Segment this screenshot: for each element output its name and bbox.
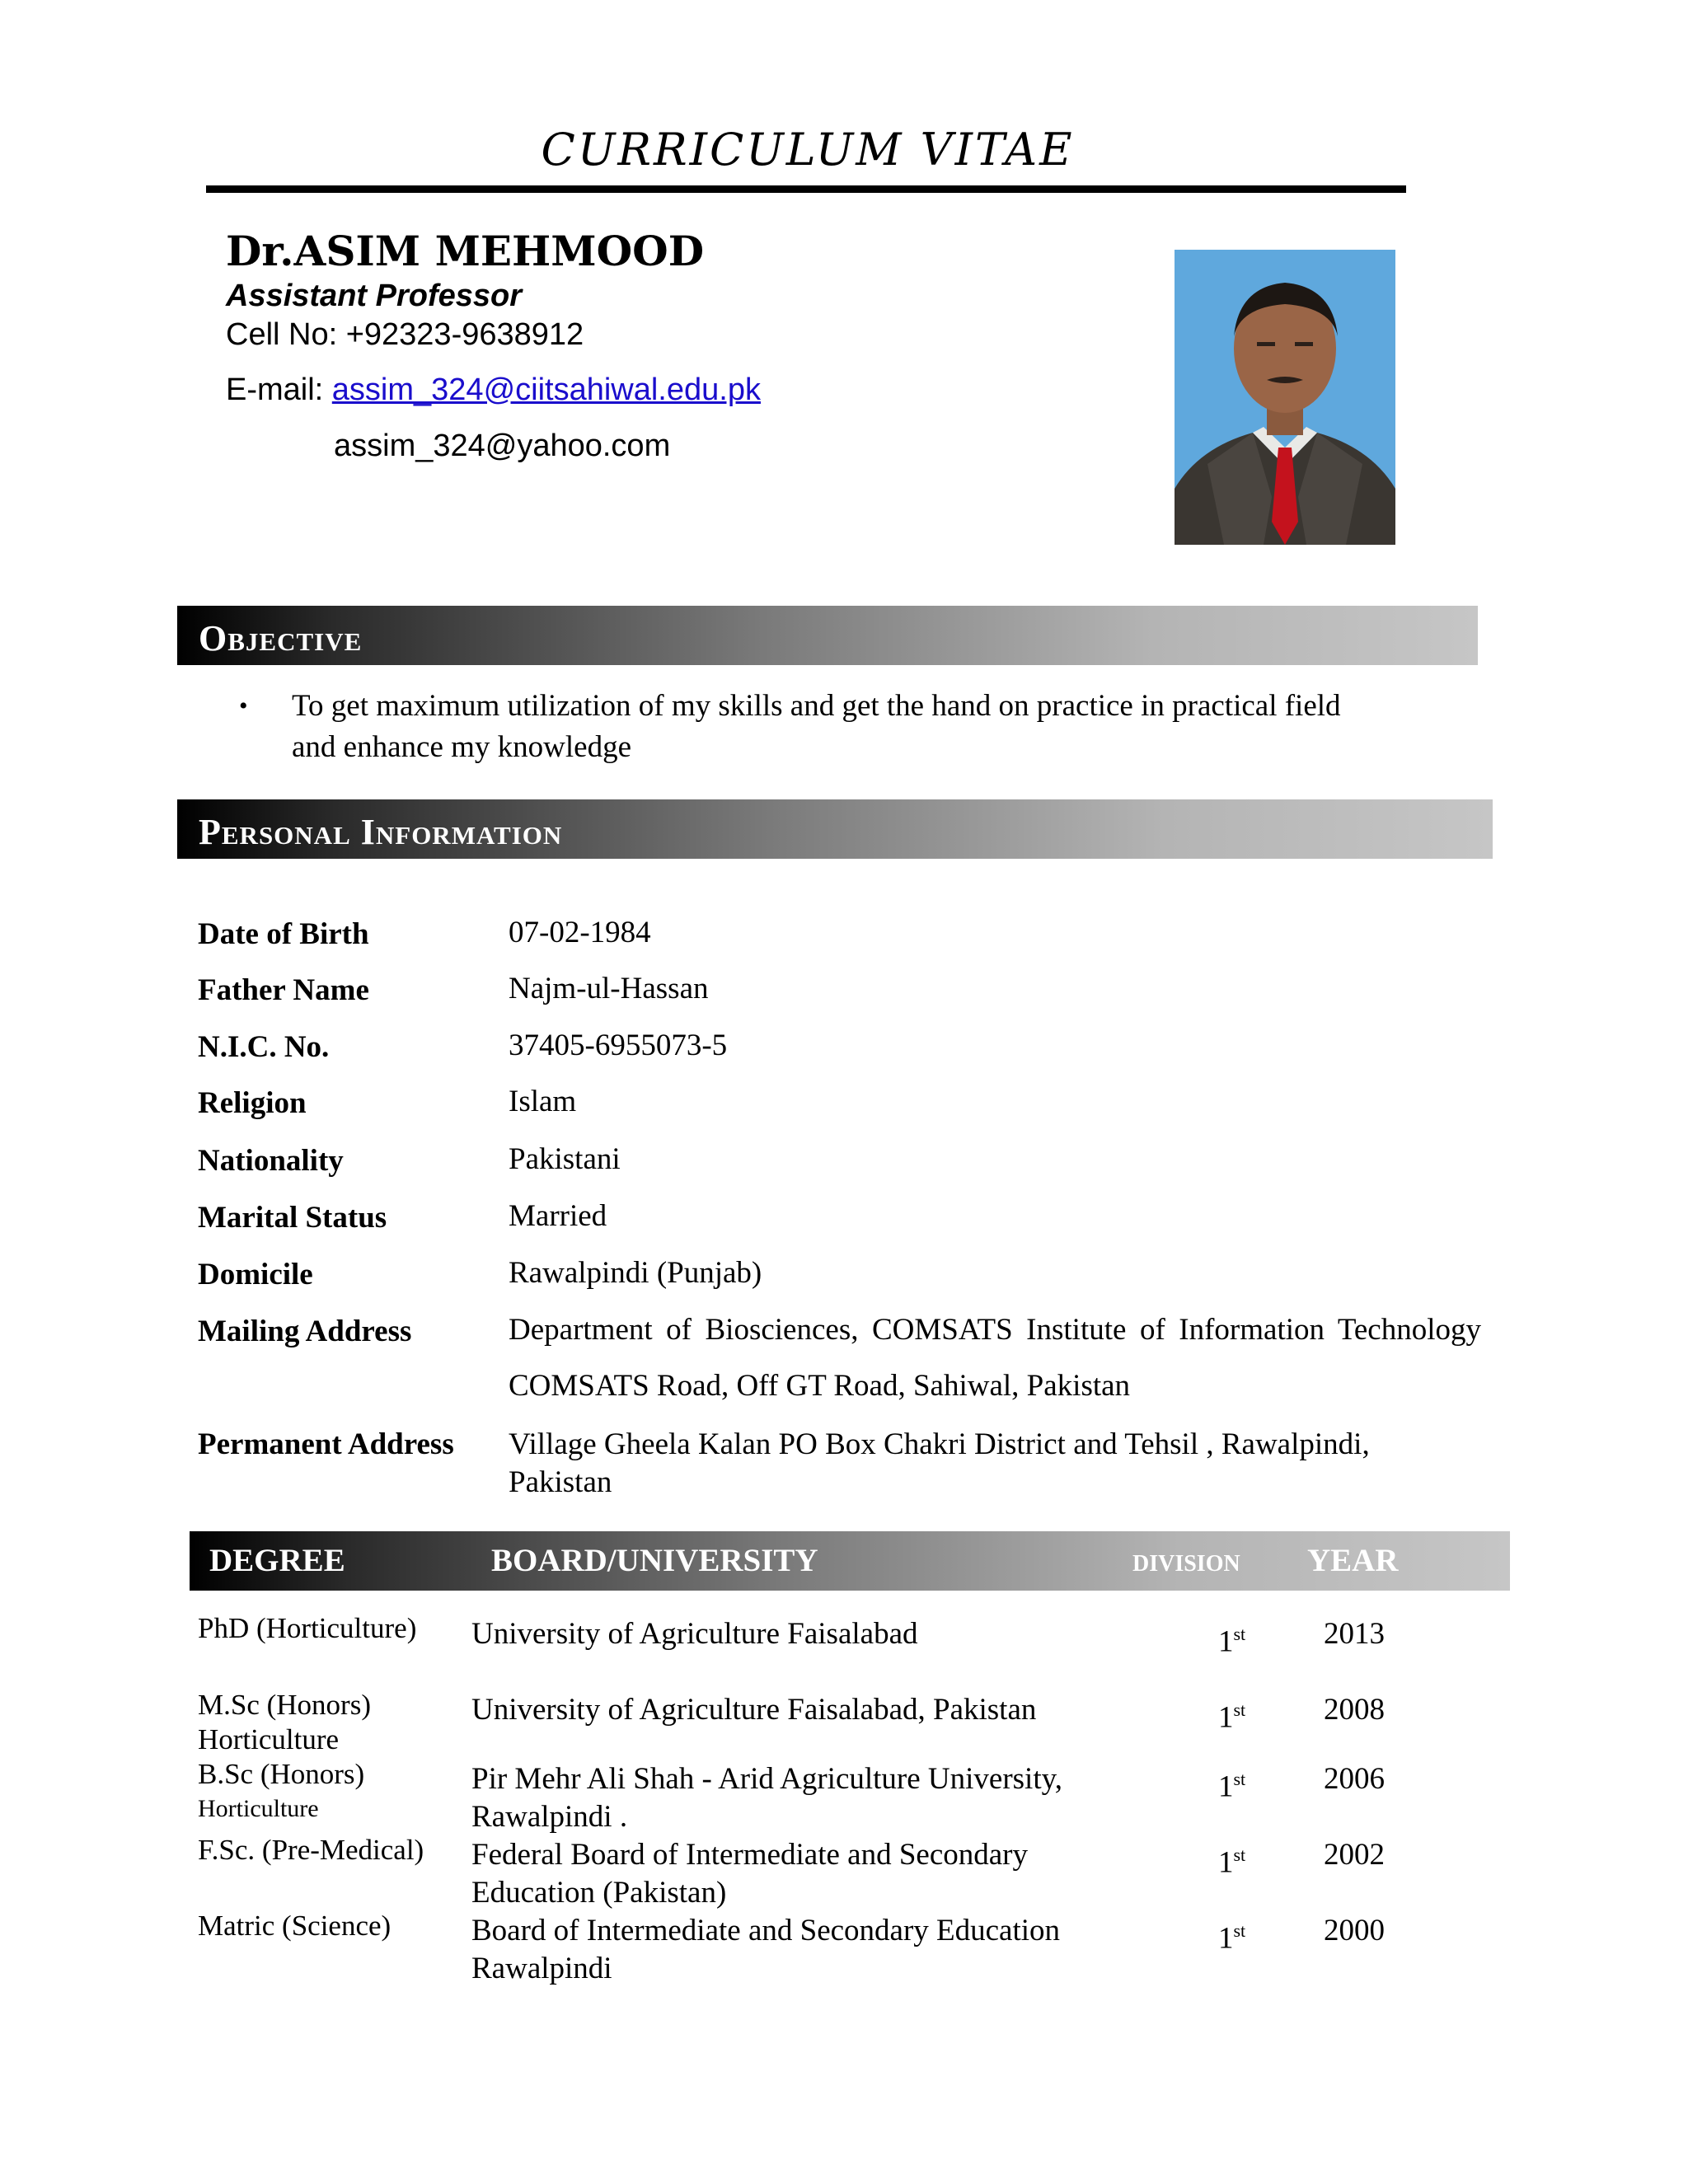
info-value: Rawalpindi (Punjab) <box>509 1256 762 1290</box>
info-label: Father Name <box>198 973 369 1007</box>
email-secondary: assim_324@yahoo.com <box>334 429 671 463</box>
profile-photo <box>1175 250 1395 545</box>
degree-subject: Horticulture <box>198 1795 319 1822</box>
degree-cell <box>198 1611 470 1646</box>
info-value: Department of Biosciences, COMSATS Institute of Information Technology COMSATS Road, Off GT Road, Sahiwal, Pakistan <box>509 1313 1481 1403</box>
degree-name: M.Sc (Honors) <box>198 1689 371 1721</box>
info-value: Najm-ul-Hassan <box>509 972 709 1005</box>
degree-name: F.Sc. (Pre-Medical) <box>198 1834 424 1866</box>
division-suffix: st <box>1233 1699 1246 1720</box>
board-column-header: BOARD/UNIVERSITY <box>491 1543 818 1578</box>
division-value: 1 <box>1218 1700 1234 1735</box>
info-label: Marital Status <box>198 1201 387 1235</box>
division-suffix: st <box>1233 1769 1246 1789</box>
division-value: 1 <box>1218 1769 1234 1804</box>
info-value: 07-02-1984 <box>509 916 651 949</box>
division-cell <box>1218 1615 1276 1661</box>
personal-info-title: Personal Information <box>199 812 563 852</box>
email-line <box>226 373 761 408</box>
objective-text: To get maximum utilization of my skills and get the hand on practice in practical field and enhance my knowledge <box>292 689 1341 764</box>
degree-name: B.Sc (Honors) <box>198 1758 365 1790</box>
year-cell: 2008 <box>1324 1693 1385 1727</box>
year-cell: 2000 <box>1324 1914 1385 1947</box>
cell-number: Cell No: +92323-9638912 <box>226 317 584 352</box>
person-name: Dr.ASIM MEHMOOD <box>226 227 705 275</box>
division-value: 1 <box>1218 1921 1234 1956</box>
year-column-header: YEAR <box>1307 1543 1399 1578</box>
division-cell <box>1218 1691 1276 1736</box>
board-cell: University of Agriculture Faisalabad, Pakistan <box>471 1693 1037 1727</box>
degree-name: Matric (Science) <box>198 1910 392 1942</box>
year-cell: 2006 <box>1324 1762 1385 1796</box>
degree-cell <box>198 1757 470 1826</box>
bullet-icon: • <box>239 692 248 719</box>
degree-subject: Horticulture <box>198 1723 340 1755</box>
objective-title: Objective <box>199 618 363 658</box>
email-label: E-mail: <box>226 373 332 407</box>
division-suffix: st <box>1233 1844 1246 1865</box>
info-label: Date of Birth <box>198 917 369 951</box>
title-rule <box>206 185 1406 193</box>
division-column-header: DIVISION <box>1132 1551 1240 1577</box>
portrait-illustration <box>1175 250 1395 545</box>
degree-column-header: DEGREE <box>209 1543 345 1578</box>
info-value: Pakistani <box>509 1142 621 1176</box>
info-value: Village Gheela Kalan PO Box Chakri District and Tehsil , Rawalpindi, Pakistan <box>509 1427 1370 1499</box>
division-suffix: st <box>1233 1624 1246 1644</box>
education-table-header <box>190 1531 1510 1591</box>
info-label: N.I.C. No. <box>198 1030 330 1064</box>
info-label: Domicile <box>198 1258 313 1291</box>
division-suffix: st <box>1233 1920 1246 1941</box>
personal-info-section-header <box>177 799 1493 859</box>
info-label: Mailing Address <box>198 1315 412 1348</box>
division-value: 1 <box>1218 1845 1234 1880</box>
division-cell <box>1218 1912 1276 1957</box>
degree-name: PhD (Horticulture) <box>198 1612 417 1644</box>
division-value: 1 <box>1218 1624 1234 1659</box>
board-cell: Federal Board of Intermediate and Secondary Education (Pakistan) <box>471 1838 1028 1910</box>
degree-cell <box>198 1909 470 1943</box>
info-value: Married <box>509 1199 607 1233</box>
email-primary-link[interactable]: assim_324@ciitsahiwal.edu.pk <box>331 373 761 407</box>
board-cell: Pir Mehr Ali Shah - Arid Agriculture University, Rawalpindi . <box>471 1762 1062 1834</box>
info-value: 37405-6955073-5 <box>509 1029 728 1062</box>
objective-section-header <box>177 606 1478 665</box>
designation: Assistant Professor <box>226 279 523 313</box>
division-cell <box>1218 1836 1276 1882</box>
division-cell <box>1218 1760 1276 1806</box>
info-label: Nationality <box>198 1144 344 1178</box>
info-value: Islam <box>509 1085 577 1118</box>
info-label: Religion <box>198 1086 307 1120</box>
document-title: CURRICULUM VITAE <box>541 124 1075 176</box>
degree-cell <box>198 1688 470 1757</box>
year-cell: 2013 <box>1324 1617 1385 1651</box>
board-cell: Board of Intermediate and Secondary Education Rawalpindi <box>471 1914 1061 1985</box>
year-cell: 2002 <box>1324 1838 1385 1872</box>
info-label: Permanent Address <box>198 1427 454 1461</box>
degree-cell <box>198 1833 470 1868</box>
board-cell: University of Agriculture Faisalabad <box>471 1617 918 1651</box>
